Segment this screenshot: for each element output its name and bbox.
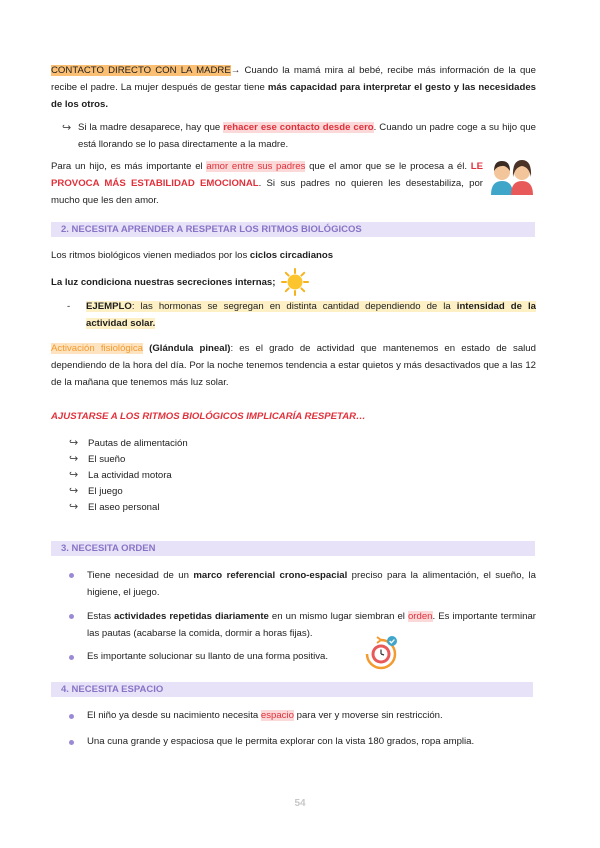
paragraph-luz [51, 276, 275, 290]
bold-text: EJEMPLO [86, 301, 132, 312]
text: El niño ya desde su nacimiento necesita [87, 710, 261, 721]
text: que el amor que se le procesa a él. [305, 161, 471, 172]
heading-ajustarse [51, 410, 366, 424]
bullet-icon [69, 740, 74, 745]
section-title: 3. NECESITA ORDEN [61, 543, 156, 554]
paragraph-marco [87, 567, 536, 601]
list-item: El aseo personal [88, 502, 160, 513]
paragraph-contacto-madre [51, 62, 536, 113]
return-arrow-icon: ↪ [69, 501, 79, 513]
section-title: 4. NECESITA ESPACIO [61, 684, 164, 695]
return-arrow-icon: ↪ [69, 469, 79, 481]
list-item: El juego [88, 486, 123, 497]
bold-text: intensidad de la actividad solar. [86, 301, 536, 329]
section-title: 2. NECESITA APRENDER A RESPETAR LOS RITMOS BIOLÓGICOS [61, 224, 362, 235]
list-item: La actividad motora [88, 470, 172, 481]
text: Para un hijo, es más importante el [51, 161, 207, 172]
text: Estas [87, 611, 115, 622]
paragraph-madre-desaparece [78, 119, 536, 153]
bullet-icon [69, 655, 74, 660]
clock-icon [362, 634, 400, 670]
bullet-icon [69, 614, 74, 619]
text: . Es importante terminar las pautas (acabarse la comida, dormir a horas fijas). [87, 611, 536, 639]
paragraph-espacio [87, 709, 443, 723]
text: Si la madre desaparece, hay que [78, 122, 224, 133]
highlight-activacion: Activación fisiológica [51, 343, 143, 354]
text: : las hormonas se segregan en distinta cantidad dependiendo de la [131, 301, 457, 312]
bold-text: La luz condiciona nuestras secreciones internas; [51, 277, 276, 288]
arrow-glyph: → [230, 65, 241, 76]
red-text: LE PROVOCA MÁS ESTABILIDAD EMOCIONAL [51, 161, 483, 189]
list-item: Pautas de alimentación [88, 438, 188, 449]
red-italic-text: AJUSTARSE A LOS RITMOS BIOLÓGICOS IMPLICARÍA RESPETAR… [51, 411, 366, 422]
highlight-espacio: espacio [260, 710, 294, 721]
section-3-header [51, 541, 535, 556]
highlight-contacto: CONTACTO DIRECTO CON LA MADRE [51, 65, 231, 76]
section-2-header [51, 222, 535, 237]
list-item: El sueño [88, 454, 126, 465]
paragraph-actividades [87, 608, 536, 642]
text: . Cuando un padre coge a su hijo que está llorando se lo pasa directamente a la madre. [78, 122, 536, 150]
text: en un mismo lugar siembran el [268, 611, 408, 622]
highlight-rehacer: rehacer ese contacto desde cero [223, 122, 374, 133]
bullet-icon [69, 714, 74, 719]
page-number: 54 [294, 798, 306, 809]
text: : es el grado de actividad que mantenemos en estado de salud dependiendo de la hora del día. Por la noche tenemos tendencia a estar quietos y más desactivados que a las 12 de la mañana que tenemos más luz solar. [51, 343, 536, 388]
return-arrow-icon: ↪ [69, 485, 79, 497]
return-arrow-icon: ↪ [69, 453, 79, 465]
paragraph-ejemplo [86, 298, 536, 332]
text: Una cuna grande y espaciosa que le permita explorar con la vista 180 grados, ropa amplia. [87, 736, 475, 747]
text: Cuando la mamá mira al bebé, recibe más información de la que recibe el padre. La mujer después de gestar tiene [51, 65, 536, 93]
sun-icon [281, 268, 309, 296]
return-arrow-icon: ↪ [69, 437, 79, 449]
return-arrow-icon: ↪ [62, 122, 72, 134]
paragraph-cuna [87, 735, 474, 749]
text: para ver y moverse sin restricción. [293, 710, 443, 721]
bold-text: más capacidad para interpretar el gesto y las necesidades de los otros. [51, 82, 536, 110]
paragraph-ritmos [51, 249, 333, 263]
paragraph-llanto [87, 650, 328, 664]
text: Es importante solucionar su llanto de una forma positiva. [87, 651, 329, 662]
bullet-icon [69, 573, 74, 578]
section-4-header [51, 682, 533, 697]
dash-bullet: - [67, 301, 71, 312]
highlight-orden: orden [407, 611, 433, 622]
parents-icon [489, 155, 535, 195]
bold-text: (Glándula pineal) [143, 343, 231, 354]
text: Los ritmos biológicos vienen mediados por los [51, 250, 250, 261]
text: Tiene necesidad de un [87, 570, 194, 581]
highlight-amor: amor entre sus padres [206, 161, 306, 172]
text: preciso para la alimentación, el sueño, la higiene, el juego. [87, 570, 536, 598]
bold-text: marco referencial crono-espacial [193, 570, 348, 581]
bold-text: ciclos circadianos [249, 250, 334, 261]
text: . Si sus padres no quieren les desestabiliza, por mucho que les den amor. [51, 178, 484, 206]
bold-text: actividades repetidas diariamente [114, 611, 269, 622]
paragraph-amor-padres [51, 158, 483, 209]
paragraph-activacion [51, 340, 536, 391]
